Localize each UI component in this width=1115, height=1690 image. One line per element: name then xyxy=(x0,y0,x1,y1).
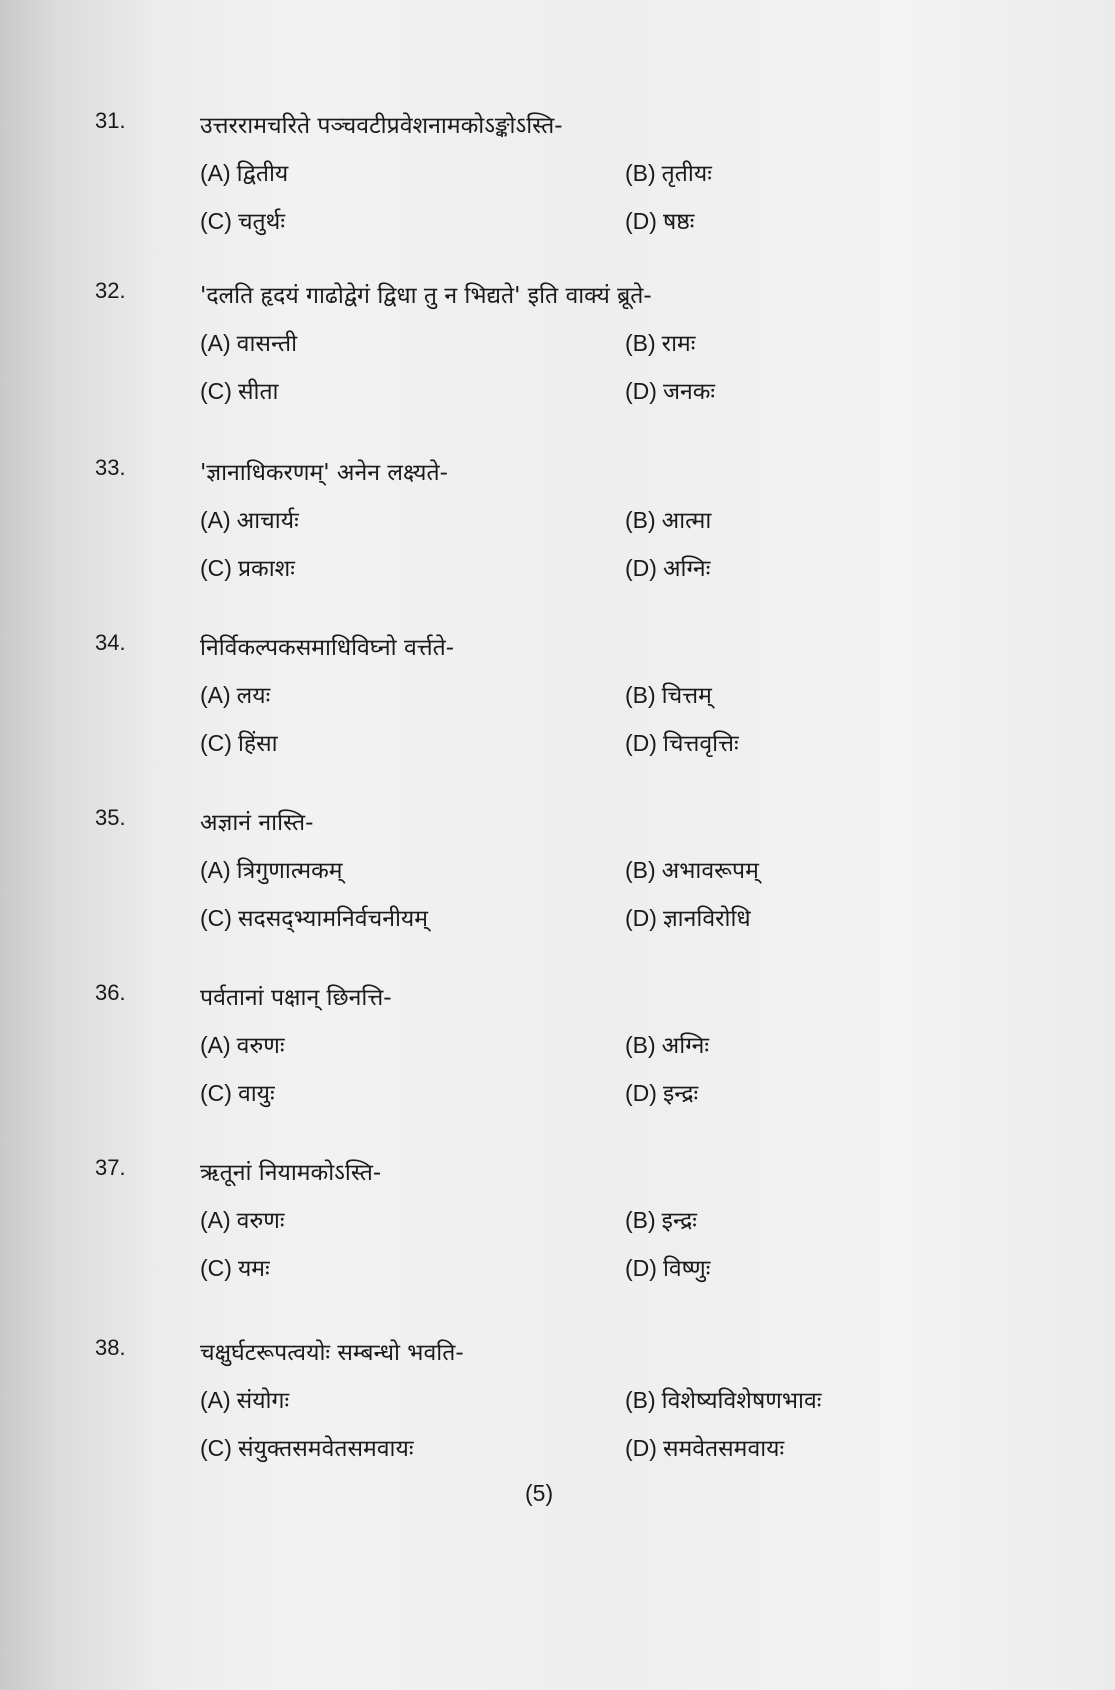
option-label: (B) xyxy=(625,857,656,883)
option-text: षष्ठः xyxy=(662,209,695,235)
option-label: (C) xyxy=(200,208,232,234)
option-text: चतुर्थः xyxy=(237,209,285,235)
option-c xyxy=(200,726,278,758)
option-b xyxy=(625,503,711,535)
option-label: (B) xyxy=(625,1207,656,1233)
question-text: 'दलति हृदयं गाढोद्वेगं द्विधा तु न भिद्यते' इति वाक्यं ब्रूते- xyxy=(200,283,652,309)
option-label: (A) xyxy=(200,1032,231,1058)
option-c xyxy=(200,204,285,236)
option-a xyxy=(200,1203,285,1235)
option-label: (B) xyxy=(625,682,656,708)
option-text: सीता xyxy=(237,379,279,405)
option-label: (B) xyxy=(625,1387,656,1413)
option-label: (D) xyxy=(625,1435,657,1461)
option-label: (A) xyxy=(200,160,231,186)
option-c xyxy=(200,901,428,933)
option-text: इन्द्रः xyxy=(661,1208,697,1234)
option-text: जनकः xyxy=(662,379,716,405)
option-text: अग्निः xyxy=(662,556,711,582)
option-text: वरुणः xyxy=(236,1208,285,1234)
question-38 xyxy=(0,1335,1115,1495)
option-label: (B) xyxy=(625,330,656,356)
question-36 xyxy=(0,980,1115,1140)
option-d xyxy=(625,551,710,583)
option-text: तृतीयः xyxy=(661,161,712,187)
option-text: संयोगः xyxy=(236,1388,290,1414)
option-d xyxy=(625,901,751,933)
option-text: रामः xyxy=(661,331,696,357)
option-b xyxy=(625,678,712,710)
option-text: वायुः xyxy=(237,1081,275,1107)
option-a xyxy=(200,1028,285,1060)
option-label: (C) xyxy=(200,1080,232,1106)
option-text: वासन्ती xyxy=(236,331,298,357)
question-text: 'ज्ञानाधिकरणम्' अनेन लक्ष्यते- xyxy=(200,460,448,486)
option-label: (D) xyxy=(625,1080,657,1106)
option-d xyxy=(625,1251,710,1283)
question-number: 31. xyxy=(95,108,126,133)
question-34 xyxy=(0,630,1115,790)
option-text: अग्निः xyxy=(661,1033,710,1059)
option-c xyxy=(200,1076,275,1108)
option-b xyxy=(625,156,712,188)
option-d xyxy=(625,204,694,236)
option-d xyxy=(625,1076,698,1108)
option-text: विशेष्यविशेषणभावः xyxy=(661,1388,822,1414)
option-label: (C) xyxy=(200,905,232,931)
question-number: 35. xyxy=(95,805,126,830)
option-label: (C) xyxy=(200,555,232,581)
question-text: उत्तररामचरिते पञ्चवटीप्रवेशनामकोऽङ्कोऽस्ति- xyxy=(200,113,563,139)
question-37 xyxy=(0,1155,1115,1315)
option-d xyxy=(625,726,739,758)
question-number: 38. xyxy=(95,1335,126,1360)
question-text: चक्षुर्घटरूपत्वयोः सम्बन्धो भवति- xyxy=(200,1340,464,1366)
question-number: 33. xyxy=(95,455,126,480)
option-label: (A) xyxy=(200,507,231,533)
option-text: वरुणः xyxy=(236,1033,285,1059)
option-text: चित्तम् xyxy=(661,683,712,709)
option-text: द्वितीय xyxy=(236,161,289,187)
option-c xyxy=(200,1251,270,1283)
option-text: ज्ञानविरोधि xyxy=(662,906,751,932)
option-label: (B) xyxy=(625,1032,656,1058)
option-label: (A) xyxy=(200,330,231,356)
page-number: (5) xyxy=(525,1480,554,1506)
question-35 xyxy=(0,805,1115,965)
option-label: (D) xyxy=(625,905,657,931)
question-number: 34. xyxy=(95,630,126,655)
option-label: (D) xyxy=(625,730,657,756)
option-label: (C) xyxy=(200,730,232,756)
option-c xyxy=(200,1431,414,1463)
option-text: अभावरूपम् xyxy=(661,858,759,884)
option-b xyxy=(625,1383,821,1415)
option-label: (B) xyxy=(625,160,656,186)
question-number: 32. xyxy=(95,278,126,303)
option-c xyxy=(200,374,279,406)
option-text: प्रकाशः xyxy=(237,556,295,582)
option-label: (B) xyxy=(625,507,656,533)
option-label: (A) xyxy=(200,1207,231,1233)
option-text: हिंसा xyxy=(237,731,278,757)
option-a xyxy=(200,503,299,535)
question-text: निर्विकल्पकसमाधिविघ्नो वर्त्तते- xyxy=(200,635,455,661)
option-text: लयः xyxy=(236,683,271,709)
option-b xyxy=(625,1028,709,1060)
question-text: ऋतूनां नियामकोऽस्ति- xyxy=(200,1160,382,1186)
option-label: (A) xyxy=(200,857,231,883)
option-a xyxy=(200,1383,289,1415)
option-text: संयुक्तसमवेतसमवायः xyxy=(237,1436,414,1462)
option-b xyxy=(625,326,695,358)
option-a xyxy=(200,678,270,710)
option-c xyxy=(200,551,295,583)
option-d xyxy=(625,1431,784,1463)
option-a xyxy=(200,853,343,885)
question-number: 37. xyxy=(95,1155,126,1180)
option-label: (A) xyxy=(200,1387,231,1413)
question-32 xyxy=(0,278,1115,438)
option-b xyxy=(625,1203,697,1235)
option-b xyxy=(625,853,759,885)
option-label: (C) xyxy=(200,378,232,404)
option-text: आचार्यः xyxy=(236,508,299,534)
option-text: विष्णुः xyxy=(662,1256,711,1282)
option-label: (C) xyxy=(200,1435,232,1461)
option-text: यमः xyxy=(237,1256,270,1282)
option-text: इन्द्रः xyxy=(662,1081,699,1107)
option-text: त्रिगुणात्मकम् xyxy=(236,858,343,884)
question-31 xyxy=(0,108,1115,268)
option-text: सदसद्भ्यामनिर्वचनीयम् xyxy=(237,906,429,932)
question-text: अज्ञानं नास्ति- xyxy=(200,810,314,836)
question-text: पर्वतानां पक्षान् छिनत्ति- xyxy=(200,985,392,1011)
option-d xyxy=(625,374,715,406)
option-label: (D) xyxy=(625,1255,657,1281)
option-a xyxy=(200,326,297,358)
option-text: चित्तवृत्तिः xyxy=(662,731,739,757)
option-label: (A) xyxy=(200,682,231,708)
option-a xyxy=(200,156,288,188)
option-label: (C) xyxy=(200,1255,232,1281)
option-text: आत्मा xyxy=(661,508,712,534)
option-label: (D) xyxy=(625,555,657,581)
option-label: (D) xyxy=(625,378,657,404)
option-text: समवेतसमवायः xyxy=(662,1436,785,1462)
question-number: 36. xyxy=(95,980,126,1005)
option-label: (D) xyxy=(625,208,657,234)
question-33 xyxy=(0,455,1115,615)
